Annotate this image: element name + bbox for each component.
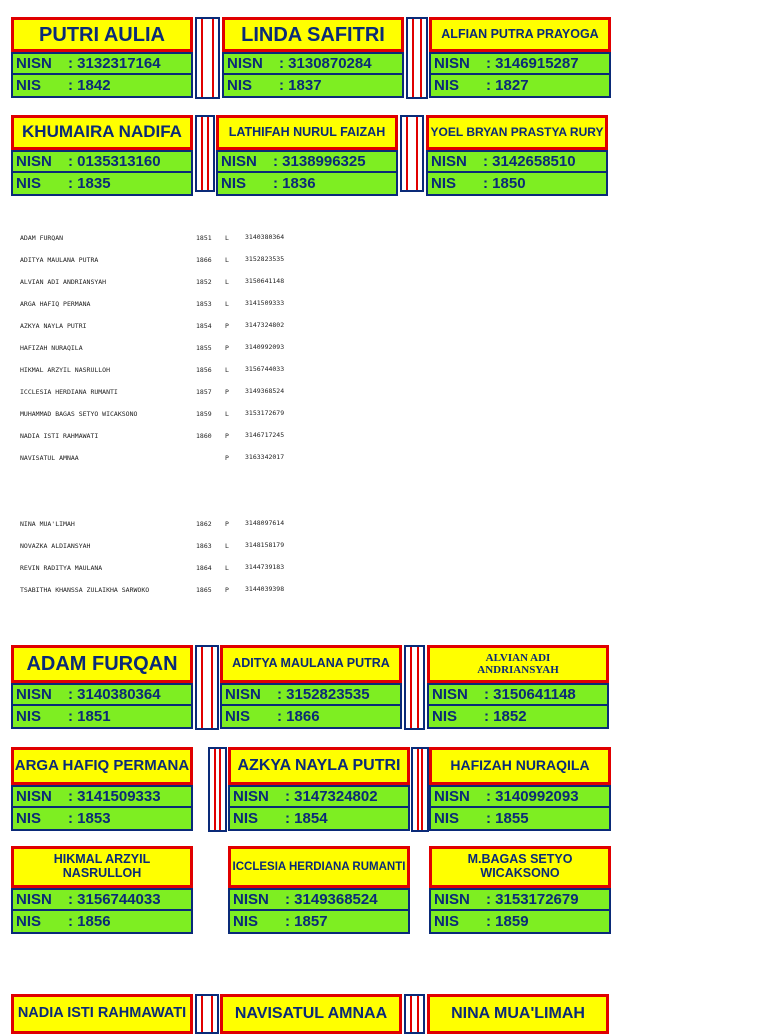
list-name: NOVAZKA ALDIANSYAH (20, 542, 91, 550)
list-nisn: 3148158179 (245, 541, 285, 549)
student-name: ICCLESIA HERDIANA RUMANTI (228, 846, 410, 888)
nisn-label: NISN (221, 153, 257, 170)
list-name: AZKYA NAYLA PUTRI (20, 322, 87, 330)
nisn-value: : 3138996325 (273, 153, 366, 170)
list-item (20, 330, 300, 352)
card-separator (195, 115, 215, 192)
list-name: REVIN RADITYA MAULANA (20, 564, 103, 572)
list-sex: L (225, 410, 229, 418)
nisn-row (216, 150, 398, 173)
list-nis: 1865 (196, 586, 212, 594)
list-sex: P (225, 586, 229, 594)
student-name: ARGA HAFIQ PERMANA (11, 747, 193, 785)
list-name: ALVIAN ADI ANDRIANSYAH (20, 278, 107, 286)
list-nisn: 3146717245 (245, 431, 285, 439)
nis-value: : 1853 (68, 810, 111, 827)
list-item (20, 220, 300, 242)
student-card (426, 115, 608, 196)
list-nisn: 3141509333 (245, 299, 285, 307)
list-item (20, 550, 300, 572)
nis-label: NIS (233, 810, 259, 827)
list-nisn: 3156744033 (245, 365, 285, 373)
student-name: LATHIFAH NURUL FAIZAH (216, 115, 398, 150)
list-nisn: 3150641148 (245, 277, 285, 285)
nisn-value: : 3156744033 (68, 891, 161, 908)
nis-value: : 1851 (68, 708, 111, 725)
list-nis: 1854 (196, 322, 212, 330)
student-card (427, 994, 609, 1034)
nisn-label: NISN (432, 686, 468, 703)
card-separator (400, 115, 424, 192)
student-name: ALFIAN PUTRA PRAYOGA (429, 17, 611, 52)
nis-row (220, 706, 402, 729)
list-nis: 1862 (196, 520, 212, 528)
nisn-row (222, 52, 404, 75)
list-item (20, 352, 300, 374)
card-separator (404, 994, 425, 1034)
nis-value: : 1855 (486, 810, 529, 827)
list-nis: 1863 (196, 542, 212, 550)
nisn-value: : 0135313160 (68, 153, 161, 170)
nis-value: : 1827 (486, 77, 529, 94)
list-name: ADAM FURQAN (20, 234, 64, 242)
nisn-row (429, 785, 611, 808)
nis-label: NIS (434, 77, 460, 94)
list-sex: L (225, 366, 229, 374)
nisn-value: : 3153172679 (486, 891, 579, 908)
nisn-value: : 3147324802 (285, 788, 378, 805)
card-separator (208, 747, 227, 832)
nisn-value: : 3140992093 (486, 788, 579, 805)
nis-row (228, 911, 410, 934)
nis-label: NIS (16, 810, 42, 827)
student-card (222, 17, 404, 98)
student-name: HAFIZAH NURAQILA (429, 747, 611, 785)
list-sex: P (225, 322, 229, 330)
list-nis: 1866 (196, 256, 212, 264)
student-name: KHUMAIRA NADIFA (11, 115, 193, 150)
nis-label: NIS (221, 175, 247, 192)
list-sex: L (225, 300, 229, 308)
nisn-value: : 3140380364 (68, 686, 161, 703)
nis-row (11, 75, 193, 98)
list-nis: 1860 (196, 432, 212, 440)
list-name: NADIA ISTI RAHMAWATI (20, 432, 99, 440)
list-nis: 1857 (196, 388, 212, 396)
nisn-label: NISN (16, 891, 52, 908)
list-sex: L (225, 278, 229, 286)
nis-row (429, 808, 611, 831)
list-name: TSABITHA KHANSSA ZULAIKHA SARWOKO (20, 586, 150, 594)
nisn-label: NISN (233, 891, 269, 908)
student-card (11, 747, 193, 831)
nis-row (427, 706, 609, 729)
nis-value: : 1852 (484, 708, 527, 725)
nis-label: NIS (432, 708, 458, 725)
student-card (11, 115, 193, 196)
nis-label: NIS (434, 913, 460, 930)
list-nisn: 3144739183 (245, 563, 285, 571)
list-nisn: 3163342017 (245, 453, 285, 461)
nisn-row (429, 888, 611, 911)
list-name: NINA MUA'LIMAH (20, 520, 75, 528)
list-item (20, 242, 300, 264)
student-name: NADIA ISTI RAHMAWATI (11, 994, 193, 1034)
nis-label: NIS (434, 810, 460, 827)
card-separator (404, 645, 425, 730)
nisn-row (429, 52, 611, 75)
nisn-label: NISN (16, 55, 52, 72)
list-name: ICCLESIA HERDIANA RUMANTI (20, 388, 118, 396)
nis-row (426, 173, 608, 196)
list-nisn: 3153172679 (245, 409, 285, 417)
list-name: NAVISATUL AMNAA (20, 454, 79, 462)
student-card (11, 645, 193, 729)
student-card (228, 846, 410, 934)
student-card (11, 846, 193, 934)
nis-row (228, 808, 410, 831)
nis-label: NIS (16, 77, 42, 94)
nis-row (429, 75, 611, 98)
nisn-label: NISN (434, 891, 470, 908)
student-card (11, 994, 193, 1034)
nis-row (216, 173, 398, 196)
nis-value: : 1835 (68, 175, 111, 192)
nis-value: : 1837 (279, 77, 322, 94)
list-nis: 1851 (196, 234, 212, 242)
student-name: AZKYA NAYLA PUTRI (228, 747, 410, 785)
list-item (20, 396, 300, 418)
nisn-label: NISN (225, 686, 261, 703)
list-item (20, 308, 300, 330)
list-nisn: 3148097614 (245, 519, 285, 527)
nisn-row (11, 150, 193, 173)
student-name: PUTRI AULIA (11, 17, 193, 52)
list-nisn: 3144039398 (245, 585, 285, 593)
nisn-value: : 3150641148 (484, 686, 576, 703)
list-sex: L (225, 564, 229, 572)
card-separator (411, 747, 429, 832)
list-nisn: 3152823535 (245, 255, 285, 263)
list-nisn: 3140380364 (245, 233, 285, 241)
nisn-value: : 3152823535 (277, 686, 370, 703)
student-name: NAVISATUL AMNAA (220, 994, 402, 1034)
nisn-label: NISN (431, 153, 467, 170)
student-card (429, 17, 611, 98)
nis-row (11, 911, 193, 934)
list-nis: 1859 (196, 410, 212, 418)
nisn-label: NISN (434, 788, 470, 805)
student-card (429, 747, 611, 831)
nisn-row (11, 683, 193, 706)
list-sex: P (225, 520, 229, 528)
nis-value: : 1859 (486, 913, 529, 930)
list-nis: 1852 (196, 278, 212, 286)
nisn-label: NISN (16, 686, 52, 703)
list-sex: L (225, 256, 229, 264)
nisn-value: : 3132317164 (68, 55, 161, 72)
nis-label: NIS (225, 708, 251, 725)
student-name: ALVIAN ADI ANDRIANSYAH (427, 645, 609, 683)
list-sex: L (225, 234, 229, 242)
student-name: ADITYA MAULANA PUTRA (220, 645, 402, 683)
list-item (20, 418, 300, 440)
list-nisn: 3149368524 (245, 387, 285, 395)
nisn-value: : 3130870284 (279, 55, 372, 72)
list-item (20, 572, 300, 594)
list-name: ARGA HAFIQ PERMANA (20, 300, 91, 308)
student-name: LINDA SAFITRI (222, 17, 404, 52)
list-item (20, 528, 300, 550)
student-card (427, 645, 609, 729)
card-separator (195, 17, 220, 99)
nis-row (11, 173, 193, 196)
list-sex: P (225, 344, 229, 352)
student-name: NINA MUA'LIMAH (427, 994, 609, 1034)
nis-row (11, 808, 193, 831)
nis-value: : 1866 (277, 708, 320, 725)
list-sex: P (225, 432, 229, 440)
card-separator (195, 645, 219, 730)
nis-row (429, 911, 611, 934)
nisn-label: NISN (227, 55, 263, 72)
student-name: ADAM FURQAN (11, 645, 193, 683)
list-sex: P (225, 454, 229, 462)
list-nisn: 3147324802 (245, 321, 285, 329)
list-nis: 1855 (196, 344, 212, 352)
card-separator (195, 994, 219, 1034)
nis-row (11, 706, 193, 729)
list-nis: 1864 (196, 564, 212, 572)
card-separator (406, 17, 428, 99)
list-item (20, 286, 300, 308)
list-name: ADITYA MAULANA PUTRA (20, 256, 99, 264)
nisn-label: NISN (16, 153, 52, 170)
nis-value: : 1836 (273, 175, 316, 192)
nisn-row (11, 785, 193, 808)
nisn-row (11, 888, 193, 911)
student-card (220, 994, 402, 1034)
student-name: YOEL BRYAN PRASTYA RURY (426, 115, 608, 150)
nis-value: : 1856 (68, 913, 111, 930)
nis-value: : 1857 (285, 913, 328, 930)
student-card (216, 115, 398, 196)
list-sex: L (225, 542, 229, 550)
student-card (228, 747, 410, 831)
nis-label: NIS (431, 175, 457, 192)
list-nis: 1853 (196, 300, 212, 308)
nis-value: : 1850 (483, 175, 526, 192)
nisn-row (220, 683, 402, 706)
student-name: M.BAGAS SETYO WICAKSONO (429, 846, 611, 888)
nisn-value: : 3141509333 (68, 788, 161, 805)
student-card (11, 17, 193, 98)
list-name: HIKMAL ARZYIL NASRULLOH (20, 366, 111, 374)
list-nisn: 3140992093 (245, 343, 285, 351)
nisn-row (427, 683, 609, 706)
list-item (20, 264, 300, 286)
list-sex: P (225, 388, 229, 396)
nisn-label: NISN (16, 788, 52, 805)
list-item (20, 506, 300, 528)
student-card (220, 645, 402, 729)
nisn-row (228, 888, 410, 911)
nis-value: : 1854 (285, 810, 328, 827)
nis-label: NIS (227, 77, 253, 94)
list-name: HAFIZAH NURAQILA (20, 344, 83, 352)
nisn-row (426, 150, 608, 173)
nisn-value: : 3146915287 (486, 55, 579, 72)
nis-row (222, 75, 404, 98)
list-nis: 1856 (196, 366, 212, 374)
list-item (20, 374, 300, 396)
nisn-value: : 3142658510 (483, 153, 576, 170)
nisn-value: : 3149368524 (285, 891, 378, 908)
nisn-row (228, 785, 410, 808)
student-card (429, 846, 611, 934)
nisn-label: NISN (233, 788, 269, 805)
list-name: MUHAMMAD BAGAS SETYO WICAKSONO (20, 410, 138, 418)
nis-label: NIS (16, 175, 42, 192)
nis-label: NIS (16, 913, 42, 930)
list-item (20, 440, 300, 462)
nis-label: NIS (233, 913, 259, 930)
nis-value: : 1842 (68, 77, 111, 94)
student-name: HIKMAL ARZYIL NASRULLOH (11, 846, 193, 888)
nisn-row (11, 52, 193, 75)
nis-label: NIS (16, 708, 42, 725)
nisn-label: NISN (434, 55, 470, 72)
